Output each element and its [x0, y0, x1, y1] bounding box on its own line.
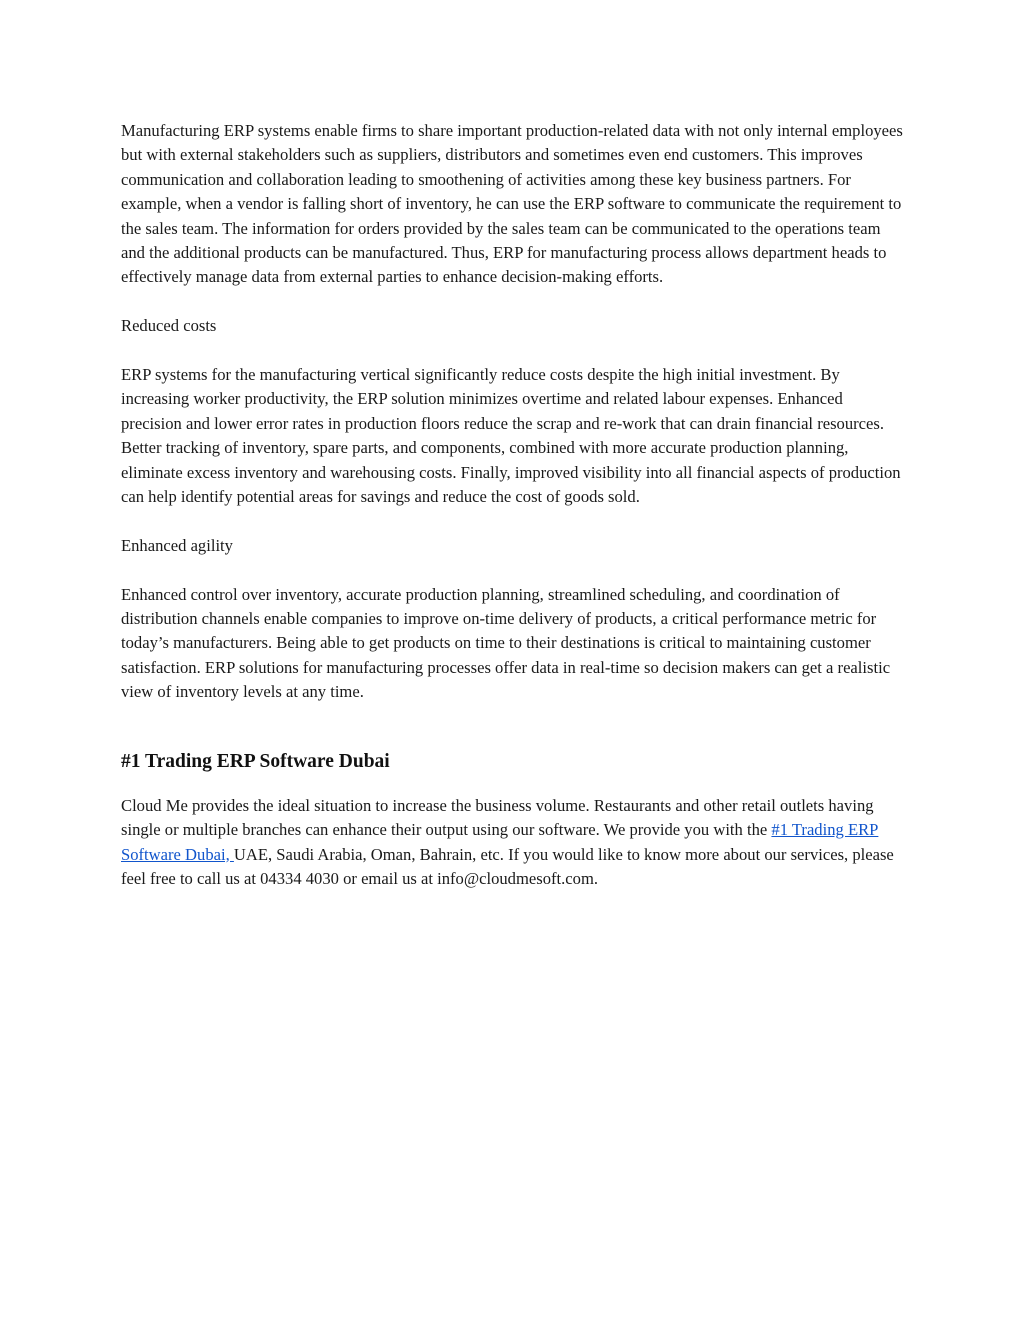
document-body: [121, 119, 906, 916]
paragraph-reduced-costs: ERP systems for the manufacturing vertical significantly reduce costs despite the high initial investment. By increasing worker productivity, the ERP solution minimizes overtime and related labour expenses. Enhanced precision and lower error rates in production floors reduce the scrap and re-work that can drain financial resources. Better tracking of inventory, spare parts, and components, combined with more accurate production planning, eliminate excess inventory and warehousing costs. Finally, improved visibility into all financial aspects of production can help identify potential areas for savings and reduce the cost of goods sold.: [121, 365, 901, 507]
paragraph-cloud-me-intro: Cloud Me provides the ideal situation to increase the business volume. Restaurants and other retail outlets having single or multiple branches can enhance their output using our software. We provide you with the: [121, 795, 874, 840]
paragraph-cloud-me-outro: UAE, Saudi Arabia, Oman, Bahrain, etc. If you would like to know more about our services, please feel free to call us at 04334 4030 or email us at info@cloudmesoft.com.: [121, 844, 894, 888]
subheading-enhanced-agility: Enhanced agility: [121, 535, 233, 555]
paragraph-cloud-me: [121, 794, 906, 892]
trading-erp-link[interactable]: #1 Trading ERP Software Dubai,: [121, 820, 879, 864]
paragraph-erp-data-sharing: Manufacturing ERP systems enable firms to share important production-related data with not only internal employees but with external stakeholders such as suppliers, distributors and sometimes even end customers. This improves communication and collaboration leading to smoothening of activities among these key business partners. For example, when a vendor is falling short of inventory, he can use the ERP software to communicate the requirement to the sales team. The information for orders provided by the sales team can be communicated to the operations team and the additional products can be manufactured. Thus, ERP for manufacturing process allows department heads to effectively manage data from external parties to enhance decision-making efforts.: [121, 121, 903, 287]
subheading-reduced-costs: Reduced costs: [121, 316, 217, 336]
section-heading: #1 Trading ERP Software Dubai: [121, 750, 390, 772]
paragraph-enhanced-agility: Enhanced control over inventory, accurate production planning, streamlined scheduling, and coordination of distribution channels enable companies to improve on-time delivery of products, a critical performance metric for today’s manufacturers. Being able to get products on time to their destinations is critical to maintaining customer satisfaction. ERP solutions for manufacturing processes offer data in real-time so decision makers can get a realistic view of inventory levels at any time.: [121, 584, 891, 702]
